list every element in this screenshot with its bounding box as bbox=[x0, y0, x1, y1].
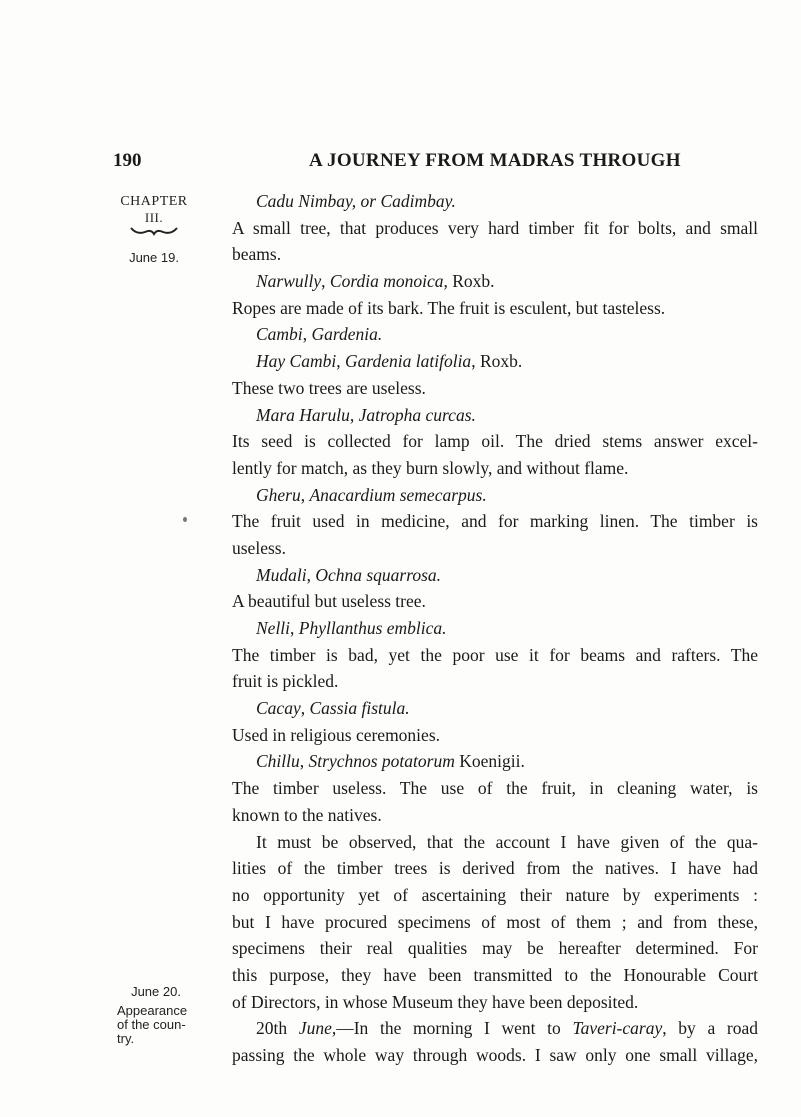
text-span: , bbox=[321, 271, 330, 292]
text-line bbox=[232, 588, 758, 615]
text-span: fruit is pickled. bbox=[232, 671, 339, 692]
text-span: It must be observed, that the account I have given of the qua- bbox=[256, 831, 758, 852]
text-line bbox=[232, 748, 758, 775]
text-span: Its seed is collected for lamp oil. The dried stems answer excel- bbox=[232, 431, 758, 452]
sidenote-line: try. bbox=[117, 1031, 135, 1046]
italic-text: Hay Cambi bbox=[256, 351, 337, 372]
text-span: passing the whole way through woods. I saw only one small village, bbox=[232, 1045, 758, 1065]
chapter-marker bbox=[115, 194, 193, 236]
text-line bbox=[232, 642, 758, 669]
text-line bbox=[232, 268, 758, 295]
body-text bbox=[232, 188, 758, 1069]
text-line bbox=[232, 855, 758, 882]
text-span: These two trees are useless. bbox=[232, 377, 426, 398]
text-span: , Roxb. bbox=[471, 351, 523, 372]
italic-text: Anacardium semecarpus. bbox=[309, 484, 487, 505]
text-line bbox=[232, 962, 758, 989]
text-span: A beautiful but useless tree. bbox=[232, 591, 426, 612]
italic-text: Nelli bbox=[256, 618, 291, 638]
text-span: beams. bbox=[232, 244, 282, 265]
margin-date-june-20: June 20. bbox=[131, 984, 181, 999]
text-line bbox=[232, 989, 758, 1016]
text-line bbox=[232, 375, 758, 402]
text-line bbox=[232, 348, 758, 375]
text-span: , Roxb. bbox=[443, 271, 495, 292]
italic-text: Cadimbay. bbox=[380, 191, 456, 211]
italic-text: Chillu bbox=[256, 751, 300, 772]
text-span: The timber useless. The use of the fruit, in cleaning water, is bbox=[232, 778, 758, 799]
text-span: ,—In the morning I went to bbox=[331, 1018, 573, 1039]
sidenote-line: of the coun- bbox=[117, 1017, 186, 1032]
brace-ornament-icon bbox=[129, 226, 179, 236]
text-line bbox=[232, 295, 758, 322]
text-span: 20th bbox=[256, 1018, 299, 1039]
text-span: no opportunity yet of ascertaining their nature by experiments : bbox=[232, 884, 758, 905]
ink-speck bbox=[183, 517, 187, 522]
text-span: , bbox=[349, 404, 359, 425]
text-span: this purpose, they have been transmitted to the Honourable Court bbox=[232, 964, 758, 985]
italic-text: Cacay bbox=[256, 698, 301, 719]
text-line bbox=[232, 241, 758, 268]
chapter-number: III. bbox=[144, 210, 164, 225]
text-line bbox=[232, 188, 758, 215]
italic-text: Ochna squarrosa. bbox=[315, 564, 442, 585]
page-number: 190 bbox=[113, 150, 142, 171]
chapter-label: CHAPTER bbox=[120, 194, 188, 209]
text-span: , bbox=[290, 618, 299, 638]
text-span: , bbox=[306, 564, 316, 585]
text-line bbox=[232, 935, 758, 962]
text-span: Used in religious ceremonies. bbox=[232, 724, 441, 745]
running-title: A JOURNEY FROM MADRAS THROUGH bbox=[309, 150, 681, 171]
italic-text: Gardenia latifolia bbox=[344, 351, 472, 372]
italic-text: Strychnos potatorum bbox=[308, 751, 455, 772]
text-span: lently for match, as they burn slowly, and without flame. bbox=[232, 457, 629, 478]
text-line bbox=[232, 775, 758, 802]
italic-text: Cadu Nimbay bbox=[256, 191, 352, 211]
italic-text: Cordia monoica bbox=[329, 271, 444, 292]
text-span: The fruit used in medicine, and for marking linen. The timber is bbox=[232, 511, 758, 532]
text-span: of Directors, in whose Museum they have been deposited. bbox=[232, 991, 639, 1012]
text-line bbox=[232, 1042, 758, 1069]
page-header bbox=[113, 150, 753, 178]
text-line bbox=[232, 722, 758, 749]
text-span: Ropes are made of its bark. The fruit is esculent, but tasteless. bbox=[232, 297, 666, 318]
text-span: Koenigii. bbox=[454, 751, 525, 772]
text-span: A small tree, that produces very hard timber fit for bolts, and small bbox=[232, 217, 758, 238]
margin-date-june-19: June 19. bbox=[129, 250, 179, 265]
text-line bbox=[232, 321, 758, 348]
text-span: , bbox=[300, 698, 310, 719]
italic-text: Mudali bbox=[256, 564, 307, 585]
italic-text: Gheru bbox=[256, 484, 301, 505]
text-line bbox=[232, 482, 758, 509]
text-line bbox=[232, 615, 758, 642]
text-line bbox=[232, 428, 758, 455]
text-line bbox=[232, 668, 758, 695]
italic-text: Taveri-caray bbox=[572, 1018, 663, 1039]
italic-text: Narwully bbox=[256, 271, 322, 292]
italic-text: Gardenia. bbox=[311, 324, 383, 345]
sidenote-line: Appearance bbox=[117, 1003, 188, 1018]
text-span: , bbox=[300, 484, 310, 505]
text-line bbox=[232, 455, 758, 482]
text-span: known to the natives. bbox=[232, 804, 382, 825]
text-span: , bbox=[299, 751, 309, 772]
text-line bbox=[232, 402, 758, 429]
italic-text: Jatropha curcas. bbox=[358, 404, 476, 425]
text-span: but I have procured specimens of most of them ; and from these, bbox=[232, 911, 758, 932]
text-span: , bbox=[302, 324, 312, 345]
italic-text: Mara Harulu bbox=[256, 404, 350, 425]
text-line bbox=[232, 535, 758, 562]
text-line bbox=[232, 829, 758, 856]
text-span: , bbox=[336, 351, 345, 372]
text-line bbox=[232, 562, 758, 589]
text-line bbox=[232, 1015, 758, 1042]
text-line bbox=[232, 215, 758, 242]
text-line bbox=[232, 802, 758, 829]
italic-text: Phyllanthus emblica. bbox=[298, 618, 447, 638]
text-span: specimens their real qualities may be hereafter determined. For bbox=[232, 938, 758, 959]
text-span: , by a road bbox=[662, 1018, 758, 1039]
text-span: lities of the timber trees is derived from the natives. I have had bbox=[232, 858, 758, 879]
text-line bbox=[232, 695, 758, 722]
margin-sidenote bbox=[117, 1004, 193, 1046]
text-span: The timber is bad, yet the poor use it for beams and rafters. The bbox=[232, 644, 758, 665]
italic-text: June bbox=[298, 1018, 332, 1039]
text-span: useless. bbox=[232, 537, 286, 558]
italic-text: Cambi bbox=[256, 324, 303, 345]
italic-text: , or bbox=[351, 191, 381, 211]
text-line bbox=[232, 508, 758, 535]
text-line bbox=[232, 882, 758, 909]
italic-text: Cassia fistula. bbox=[309, 698, 410, 719]
text-line bbox=[232, 909, 758, 936]
